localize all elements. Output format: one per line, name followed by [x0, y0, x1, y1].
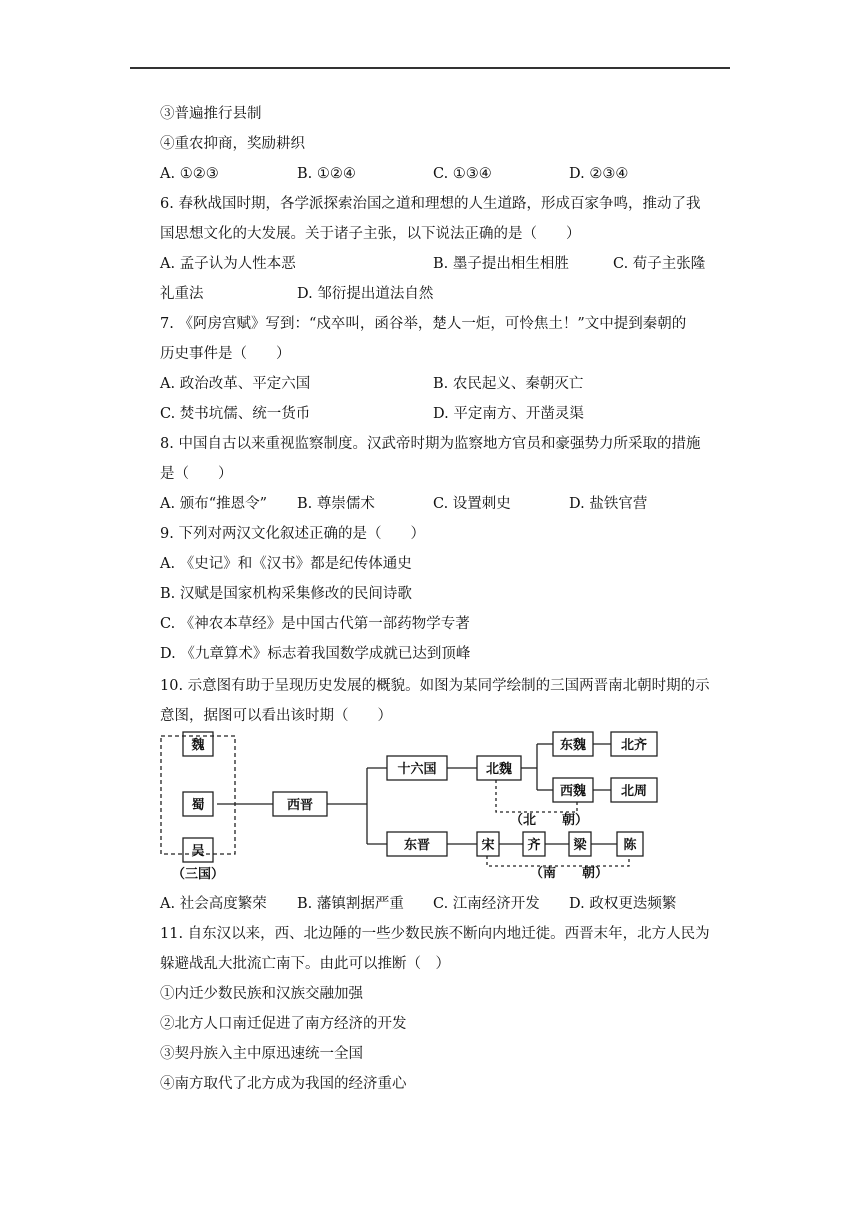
- box-shiliuguo: 十六国: [397, 762, 437, 777]
- box-qi: 齐: [527, 838, 541, 853]
- header-rule: [130, 67, 730, 69]
- q6-stem-line1: 6. 春秋战国时期，各学派探索治国之道和理想的人生道路，形成百家争鸣，推动了我: [160, 196, 701, 212]
- q8-stem-line1: 8. 中国自古以来重视监察制度。汉武帝时期为监察地方官员和豪强势力所采取的措施: [160, 436, 701, 452]
- q7-option-c: C. 焚书坑儒、统一货币: [160, 406, 311, 422]
- box-beizhou: 北周: [620, 784, 648, 799]
- q11-item-1: ①内迁少数民族和汉族交融加强: [160, 986, 363, 1002]
- q6-option-b: B. 墨子提出相生相胜: [433, 256, 569, 272]
- q6-option-c: C. 荀子主张隆: [613, 256, 706, 272]
- box-liang: 梁: [573, 838, 587, 853]
- box-xijin: 西晋: [286, 798, 314, 813]
- box-chen: 陈: [623, 838, 637, 853]
- q7-option-a: A. 政治改革、平定六国: [160, 376, 311, 392]
- q11-item-3: ③契丹族入主中原迅速统一全国: [160, 1046, 363, 1062]
- label-beichao: （北 朝）: [509, 813, 589, 828]
- q8-option-d: D. 盐铁官营: [569, 496, 648, 512]
- q7-option-d: D. 平定南方、开凿灵渠: [433, 406, 584, 422]
- q10-option-a: A. 社会高度繁荣: [160, 896, 267, 912]
- q9-option-d: D. 《九章算术》标志着我国数学成就已达到顶峰: [160, 646, 471, 662]
- box-shu: 蜀: [191, 798, 205, 813]
- q8-stem-line2: 是（ ）: [160, 466, 233, 482]
- q11-item-2: ②北方人口南迁促进了南方经济的开发: [160, 1016, 407, 1032]
- q11-stem-line1: 11. 自东汉以来，西、北边陲的一些少数民族不断向内地迁徙。西晋末年，北方人民为: [160, 926, 710, 942]
- q11-stem-line2: 躲避战乱大批流亡南下。由此可以推断（ ）: [160, 956, 450, 972]
- prev-item-3: ③普遍推行县制: [160, 106, 262, 122]
- box-beiwei: 北魏: [485, 762, 513, 777]
- q7-stem-line1: 7. 《阿房宫赋》写到：“戍卒叫，函谷举，楚人一炬，可怜焦土！”文中提到秦朝的: [160, 316, 687, 332]
- q6-stem-line2: 国思想文化的大发展。关于诸子主张，以下说法正确的是（ ）: [160, 226, 581, 242]
- prev-option-c: C. ①③④: [433, 166, 492, 182]
- q8-option-c: C. 设置刺史: [433, 496, 511, 512]
- q9-option-a: A. 《史记》和《汉书》都是纪传体通史: [160, 556, 412, 572]
- q7-option-b: B. 农民起义、秦朝灭亡: [433, 376, 584, 392]
- q11-item-4: ④南方取代了北方成为我国的经济重心: [160, 1076, 407, 1092]
- q10-stem-line1: 10. 示意图有助于呈现历史发展的概貌。如图为某同学绘制的三国两晋南北朝时期的示: [160, 678, 710, 694]
- dynasty-diagram: [155, 730, 675, 890]
- box-wu: 吴: [191, 844, 205, 859]
- prev-item-4: ④重农抑商，奖励耕织: [160, 136, 305, 152]
- box-song: 宋: [481, 838, 495, 853]
- box-xiwei: 西魏: [559, 784, 587, 799]
- q6-option-d: D. 邹衍提出道法自然: [297, 286, 434, 302]
- q10-option-b: B. 藩镇割据严重: [297, 896, 404, 912]
- q9-option-c: C. 《神农本草经》是中国古代第一部药物学专著: [160, 616, 470, 632]
- prev-option-a: A. ①②③: [160, 166, 219, 182]
- q8-option-b: B. 尊崇儒术: [297, 496, 375, 512]
- prev-option-d: D. ②③④: [569, 166, 629, 182]
- label-sanguo: （三国）: [171, 867, 225, 882]
- q10-stem-line2: 意图，据图可以看出该时期（ ）: [160, 708, 392, 724]
- q9-option-b: B. 汉赋是国家机构采集修改的民间诗歌: [160, 586, 412, 602]
- box-wei: 魏: [191, 738, 205, 753]
- box-dongwei: 东魏: [559, 738, 587, 753]
- q8-option-a: A. 颁布“推恩令”: [160, 496, 268, 512]
- q6-option-a: A. 孟子认为人性本恶: [160, 256, 296, 272]
- q6-option-c-cont: 礼重法: [160, 286, 204, 302]
- q10-option-d: D. 政权更迭频繁: [569, 896, 677, 912]
- q7-stem-line2: 历史事件是（ ）: [160, 346, 291, 362]
- box-dongjin: 东晋: [403, 838, 431, 853]
- box-beiqi: 北齐: [620, 738, 648, 753]
- q9-stem: 9. 下列对两汉文化叙述正确的是（ ）: [160, 526, 425, 542]
- sanguo-group-frame: [161, 736, 235, 854]
- label-nanchao: （南 朝）: [529, 866, 609, 881]
- q10-option-c: C. 江南经济开发: [433, 896, 540, 912]
- prev-option-b: B. ①②④: [297, 166, 356, 182]
